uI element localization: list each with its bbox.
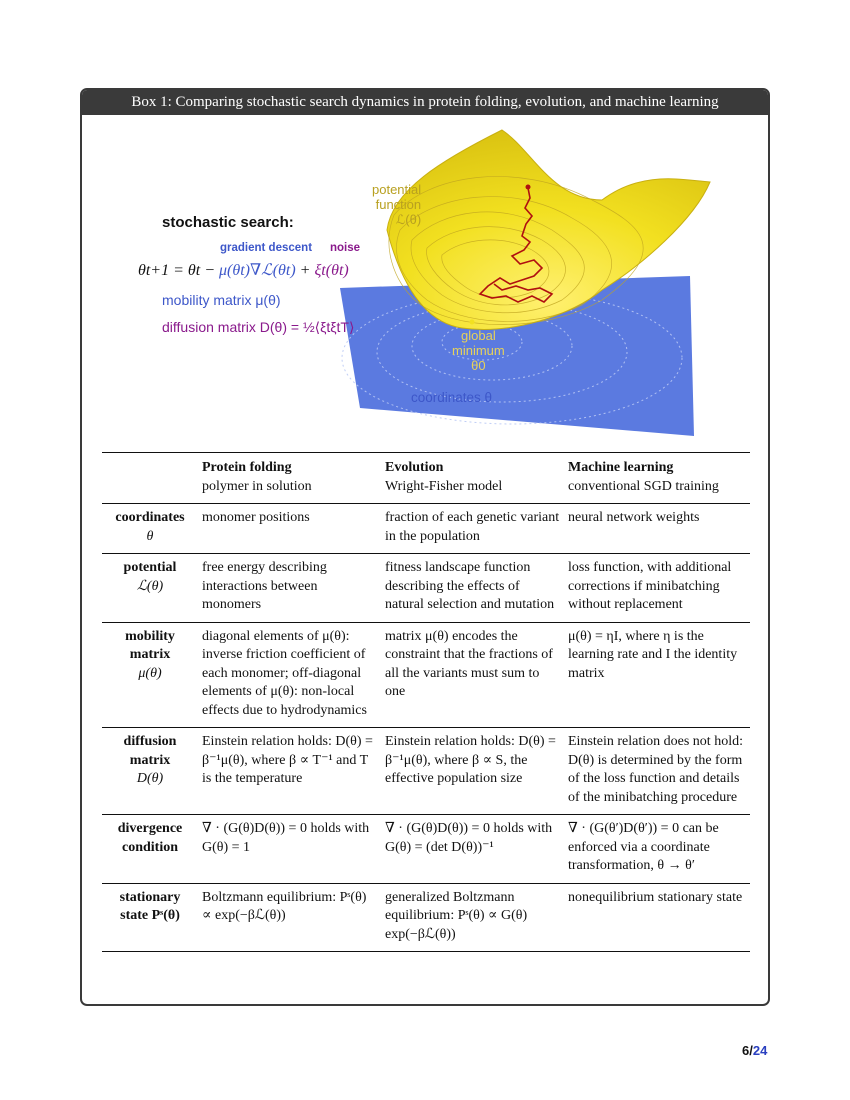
row-head: potential ℒ(θ) xyxy=(123,560,177,594)
table-row xyxy=(102,728,750,815)
table-row xyxy=(102,554,750,623)
equation-noise-term: ξt(θt) xyxy=(314,262,349,279)
noise-label: noise xyxy=(330,242,361,254)
update-equation xyxy=(138,260,349,280)
table-row xyxy=(102,815,750,884)
equation-gradient-term: μ(θt)∇ℒ(θt) xyxy=(219,262,296,279)
equation-left: θt+1 = θt − xyxy=(138,262,219,279)
diffusion-label: diffusion matrix D(θ) = ½⟨ξtξtT⟩ xyxy=(162,319,355,335)
box-1 xyxy=(80,88,770,1006)
landscape-figure xyxy=(82,90,770,450)
table-row xyxy=(102,504,750,554)
cell: ∇ · (G(θ′)D(θ′)) = 0 can be enforced via a coordinate transformation, θ → θ′ xyxy=(568,821,719,873)
header-evolution: Evolution Wright-Fisher model xyxy=(385,460,503,494)
cell: fitness landscape function describing the effects of natural selection and mutation xyxy=(385,560,555,612)
cell: μ(θ) = ηI, where η is the learning rate and I the identity matrix xyxy=(568,628,738,681)
cell: ∇ · (G(θ)D(θ)) = 0 holds with G(θ) = (det D(θ))⁻¹ xyxy=(385,821,553,855)
cell: nonequilibrium stationary state xyxy=(568,889,743,905)
cell: diagonal elements of μ(θ): inverse friction coefficient of each monomer; off-diagonal elements of μ(θ): non-local effects due to hydrodynamics xyxy=(202,628,367,718)
global-minimum-label xyxy=(452,328,505,373)
row-head: mobility matrix μ(θ) xyxy=(125,628,175,681)
page-number: 6/24 xyxy=(742,1043,768,1058)
cell: Einstein relation holds: D(θ) = β⁻¹μ(θ), where β ∝ S, the effective population size xyxy=(385,734,556,786)
box-title: Box 1: Comparing stochastic search dynamics in protein folding, evolution, and machine learning xyxy=(82,90,768,115)
comparison-table xyxy=(102,452,750,952)
header-machine-learning: Machine learning conventional SGD training xyxy=(568,460,719,494)
cell: monomer positions xyxy=(202,510,310,525)
equation-plus: + xyxy=(295,262,315,279)
potential-label xyxy=(372,182,421,227)
cell: Einstein relation holds: D(θ) = β⁻¹μ(θ), where β ∝ T⁻¹ and T is the temperature xyxy=(202,734,373,786)
table-row xyxy=(102,622,750,728)
cell: neural network weights xyxy=(568,510,700,525)
cell: Boltzmann equilibrium: Pˢ(θ) ∝ exp(−βℒ(θ)) xyxy=(202,889,367,923)
gradient-descent-label: gradient descent xyxy=(220,242,313,254)
cell: fraction of each genetic variant in the population xyxy=(385,510,560,544)
table-row xyxy=(102,883,750,952)
search-title: stochastic search: xyxy=(162,214,294,231)
potential-line-3: ℒ(θ) xyxy=(395,212,422,227)
row-head: stationary state Pˢ(θ) xyxy=(119,889,181,923)
page-total[interactable]: 24 xyxy=(752,1043,768,1058)
table-header-row xyxy=(102,453,750,504)
global-line-1: global xyxy=(461,328,496,343)
potential-line-1: potential xyxy=(372,182,422,197)
row-head: coordinates θ xyxy=(115,510,185,544)
row-head: diffusion matrix D(θ) xyxy=(123,734,177,786)
header-empty xyxy=(102,453,198,504)
global-line-3: θ0 xyxy=(471,358,486,373)
coordinates-label: coordinates θ xyxy=(411,390,493,405)
potential-line-2: function xyxy=(375,197,422,212)
cell: generalized Boltzmann equilibrium: Pˢ(θ) ∝ G(θ) exp(−βℒ(θ)) xyxy=(385,889,528,942)
global-minimum-point xyxy=(470,320,475,325)
cell: matrix μ(θ) encodes the constraint that the fractions of all the variants must sum to one xyxy=(385,628,553,699)
cell: free energy describing interactions between monomers xyxy=(202,560,327,612)
cell: loss function, with additional corrections if minibatching without replacement xyxy=(568,560,732,612)
row-head: divergence condition xyxy=(117,821,183,855)
header-protein-folding: Protein folding polymer in solution xyxy=(202,460,312,494)
global-line-2: minimum xyxy=(452,343,505,358)
cell: Einstein relation does not hold: D(θ) is determined by the form of the loss function and details of the minibatching procedure xyxy=(568,734,743,805)
mobility-label: mobility matrix μ(θ) xyxy=(162,292,281,308)
cell: ∇ · (G(θ)D(θ)) = 0 holds with G(θ) = 1 xyxy=(202,821,370,855)
walk-start-point xyxy=(526,185,531,190)
